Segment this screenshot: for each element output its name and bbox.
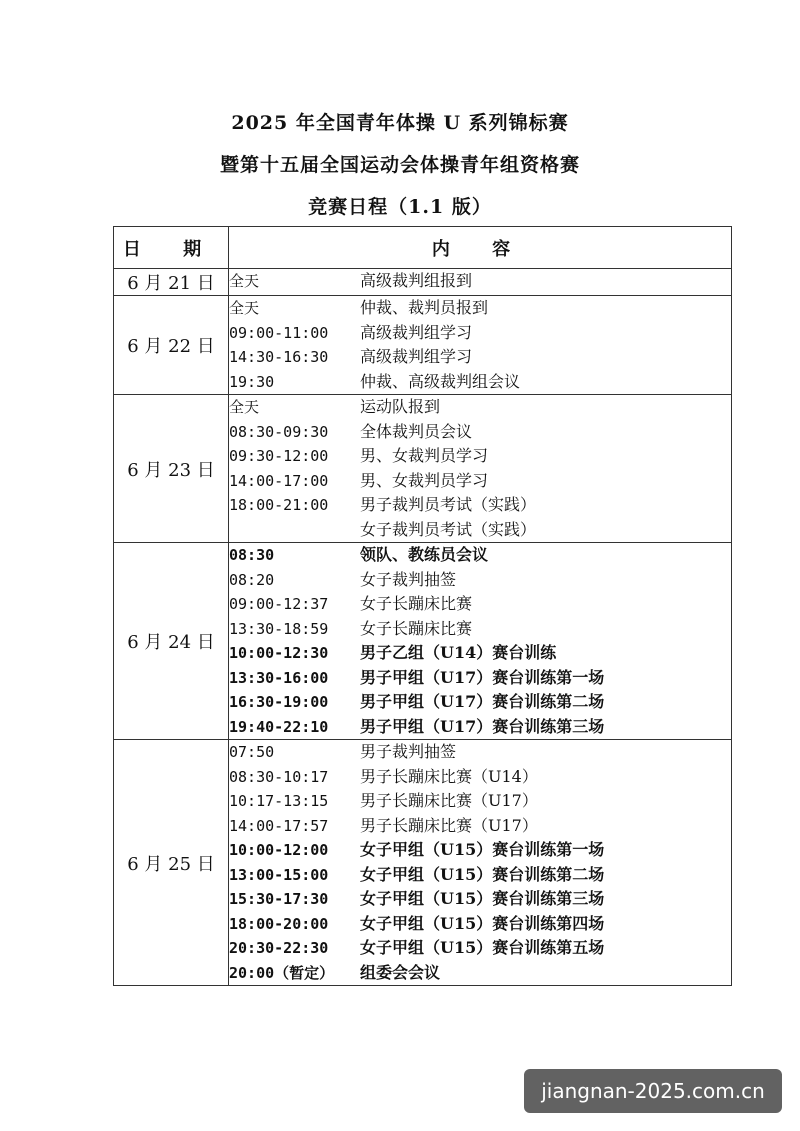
item-description: 女子甲组（U15）赛台训练第五场 <box>360 938 605 957</box>
schedule-item <box>229 568 731 593</box>
item-description: 男子长蹦床比赛（U14） <box>360 766 538 786</box>
item-description: 女子甲组（U15）赛台训练第二场 <box>360 864 605 884</box>
item-time: 07:50 <box>229 743 275 761</box>
item-description: 男子裁判抽签 <box>360 742 457 761</box>
schedule-item <box>229 269 731 294</box>
row-content <box>229 269 732 296</box>
item-time: 08:30-09:30 <box>229 422 329 441</box>
row-content <box>229 543 732 740</box>
schedule-item <box>229 370 731 395</box>
item-description: 仲裁、高级裁判组会议 <box>360 371 521 391</box>
item-description: 高级裁判组报到 <box>360 271 473 290</box>
item-description: 男子长蹦床比赛（U17） <box>360 791 538 810</box>
item-time: 10:00-12:30 <box>229 644 329 662</box>
item-description: 女子长蹦床比赛 <box>360 594 473 613</box>
schedule-table <box>113 226 732 986</box>
row-content <box>229 296 732 395</box>
item-time: 13:30-16:00 <box>229 668 329 687</box>
item-description: 高级裁判组学习 <box>360 322 473 342</box>
schedule-item <box>229 641 731 666</box>
item-description: 男子裁判员考试（实践） <box>360 495 537 514</box>
item-time: 19:40-22:10 <box>229 717 329 736</box>
item-time: 08:30-10:17 <box>229 767 329 786</box>
item-time: 13:30-18:59 <box>229 619 329 638</box>
schedule-item <box>229 518 731 543</box>
table-header-row <box>114 227 732 269</box>
schedule-item <box>229 296 731 321</box>
item-description: 男、女裁判员学习 <box>360 470 489 490</box>
item-description: 运动队报到 <box>360 397 441 416</box>
schedule-item <box>229 838 731 863</box>
item-time: 09:30-12:00 <box>229 447 329 465</box>
schedule-item <box>229 666 731 691</box>
table-row <box>114 395 732 543</box>
item-description: 女子甲组（U15）赛台训练第四场 <box>360 913 605 933</box>
schedule-item <box>229 690 731 715</box>
schedule-item <box>229 345 731 370</box>
item-description: 男子甲组（U17）赛台训练第三场 <box>360 716 605 736</box>
row-date: 6 月 21 日 <box>114 269 229 296</box>
item-description: 女子裁判员考试（实践） <box>360 519 537 539</box>
schedule-item <box>229 592 731 617</box>
site-watermark: jiangnan-2025.com.cn <box>524 1069 782 1113</box>
row-date: 6 月 22 日 <box>114 296 229 395</box>
item-time: 13:00-15:00 <box>229 865 329 884</box>
schedule-item <box>229 444 731 469</box>
item-time: 18:00-21:00 <box>229 496 329 514</box>
item-description: 男、女裁判员学习 <box>360 446 489 465</box>
item-description: 全体裁判员会议 <box>360 421 473 441</box>
header-date: 日 期 <box>114 227 229 269</box>
item-time: 14:30-16:30 <box>229 348 329 366</box>
row-content <box>229 740 732 986</box>
item-time: 全天 <box>229 299 260 317</box>
item-time: 09:00-12:37 <box>229 595 329 613</box>
item-time: 16:30-19:00 <box>229 693 329 711</box>
item-time: 08:30 <box>229 546 275 564</box>
item-description: 组委会会议 <box>360 962 441 982</box>
item-description: 仲裁、裁判员报到 <box>360 298 489 317</box>
table-row <box>114 740 732 986</box>
item-time: 10:00-12:00 <box>229 841 329 859</box>
row-date: 6 月 25 日 <box>114 740 229 986</box>
table-row <box>114 543 732 740</box>
item-description: 女子甲组（U15）赛台训练第一场 <box>360 840 605 859</box>
schedule-item <box>229 863 731 888</box>
schedule-item <box>229 617 731 642</box>
schedule-item <box>229 789 731 814</box>
item-description: 男子乙组（U14）赛台训练 <box>360 643 557 662</box>
schedule-item <box>229 715 731 740</box>
schedule-item <box>229 740 731 765</box>
schedule-item <box>229 493 731 518</box>
item-time: 10:17-13:15 <box>229 792 329 810</box>
item-description: 男子长蹦床比赛（U17） <box>360 815 538 835</box>
schedule-item <box>229 395 731 420</box>
item-description: 男子甲组（U17）赛台训练第二场 <box>360 692 605 711</box>
schedule-item <box>229 543 731 568</box>
item-time: 19:30 <box>229 372 275 391</box>
item-time: 20:00（暂定） <box>229 963 335 982</box>
doc-title-line2: 暨第十五届全国运动会体操青年组资格赛 <box>219 154 580 176</box>
schedule-item <box>229 961 731 986</box>
schedule-item <box>229 765 731 790</box>
item-description: 女子裁判抽签 <box>360 569 457 589</box>
schedule-item <box>229 420 731 445</box>
schedule-item <box>229 936 731 961</box>
row-content <box>229 395 732 543</box>
item-description: 领队、教练员会议 <box>360 545 489 564</box>
item-time: 08:20 <box>229 570 275 589</box>
item-description: 高级裁判组学习 <box>360 347 473 366</box>
schedule-item <box>229 814 731 839</box>
row-date: 6 月 23 日 <box>114 395 229 543</box>
item-time: 14:00-17:00 <box>229 471 329 490</box>
doc-title-line3: 竞赛日程（1.1 版） <box>308 196 492 218</box>
item-time <box>229 518 360 543</box>
item-time: 全天 <box>229 398 260 416</box>
table-row <box>114 296 732 395</box>
row-date: 6 月 24 日 <box>114 543 229 740</box>
item-time: 15:30-17:30 <box>229 890 329 908</box>
item-description: 女子长蹦床比赛 <box>360 618 473 638</box>
schedule-body <box>114 269 732 986</box>
schedule-item <box>229 912 731 937</box>
item-time: 14:00-17:57 <box>229 816 329 835</box>
item-time: 09:00-11:00 <box>229 323 329 342</box>
item-description: 男子甲组（U17）赛台训练第一场 <box>360 667 605 687</box>
item-time: 18:00-20:00 <box>229 914 329 933</box>
schedule-item <box>229 887 731 912</box>
item-description: 女子甲组（U15）赛台训练第三场 <box>360 889 605 908</box>
doc-title-line1: 2025 年全国青年体操 U 系列锦标赛 <box>231 112 569 134</box>
item-time: 20:30-22:30 <box>229 939 329 957</box>
item-time: 全天 <box>229 272 260 290</box>
header-content: 内 容 <box>229 227 732 269</box>
schedule-item <box>229 469 731 494</box>
schedule-item <box>229 321 731 346</box>
table-row <box>114 269 732 296</box>
